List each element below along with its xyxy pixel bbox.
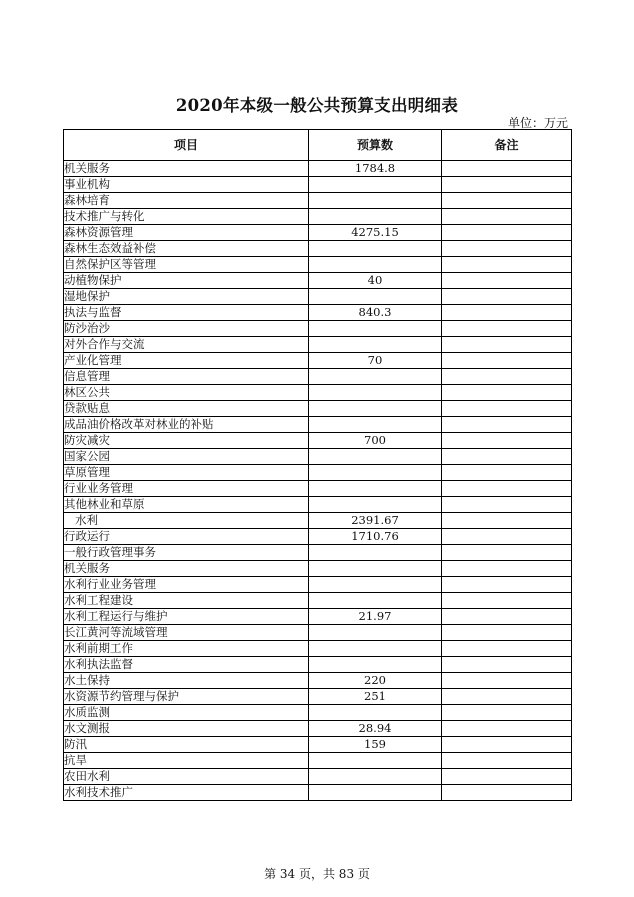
budget-value (309, 705, 442, 721)
budget-value (309, 401, 442, 417)
item-name: 水资源节约管理与保护 (64, 689, 309, 705)
budget-value (309, 561, 442, 577)
note-cell (442, 209, 572, 225)
note-cell (442, 497, 572, 513)
budget-value (309, 641, 442, 657)
item-name: 技术推广与转化 (64, 209, 309, 225)
table-row (64, 609, 572, 625)
table-row (64, 673, 572, 689)
budget-value (309, 593, 442, 609)
header-budget: 预算数 (309, 130, 442, 161)
budget-value: 28.94 (309, 721, 442, 737)
budget-value: 251 (309, 689, 442, 705)
note-cell (442, 337, 572, 353)
budget-value (309, 177, 442, 193)
note-cell (442, 577, 572, 593)
table-row (64, 481, 572, 497)
item-name: 水利行业业务管理 (64, 577, 309, 593)
item-name: 水质监测 (64, 705, 309, 721)
table-row (64, 353, 572, 369)
item-name: 抗旱 (64, 753, 309, 769)
item-name: 一般行政管理事务 (64, 545, 309, 561)
note-cell (442, 593, 572, 609)
budget-value (309, 481, 442, 497)
table-row (64, 785, 572, 801)
item-name: 防沙治沙 (64, 321, 309, 337)
table-row (64, 529, 572, 545)
note-cell (442, 769, 572, 785)
note-cell (442, 689, 572, 705)
table-row (64, 737, 572, 753)
note-cell (442, 433, 572, 449)
table-row (64, 593, 572, 609)
table-row (64, 369, 572, 385)
item-name: 森林培育 (64, 193, 309, 209)
note-cell (442, 753, 572, 769)
note-cell (442, 369, 572, 385)
table-row (64, 497, 572, 513)
table-row (64, 449, 572, 465)
table-row (64, 753, 572, 769)
item-name: 草原管理 (64, 465, 309, 481)
note-cell (442, 785, 572, 801)
budget-value (309, 257, 442, 273)
table-row (64, 465, 572, 481)
budget-value (309, 753, 442, 769)
item-name: 水利工程建设 (64, 593, 309, 609)
note-cell (442, 561, 572, 577)
budget-value: 4275.15 (309, 225, 442, 241)
item-name: 其他林业和草原 (64, 497, 309, 513)
item-name: 机关服务 (64, 561, 309, 577)
note-cell (442, 721, 572, 737)
item-name: 水利技术推广 (64, 785, 309, 801)
item-name: 林区公共 (64, 385, 309, 401)
note-cell (442, 657, 572, 673)
budget-value (309, 449, 442, 465)
note-cell (442, 609, 572, 625)
budget-value (309, 545, 442, 561)
note-cell (442, 161, 572, 177)
table-row (64, 625, 572, 641)
table-row (64, 209, 572, 225)
header-item: 项目 (64, 130, 309, 161)
note-cell (442, 257, 572, 273)
note-cell (442, 513, 572, 529)
item-name: 自然保护区等管理 (64, 257, 309, 273)
budget-value (309, 209, 442, 225)
note-cell (442, 353, 572, 369)
budget-value: 159 (309, 737, 442, 753)
table-row (64, 385, 572, 401)
page-footer: 第 34 页，共 83 页 (264, 867, 370, 881)
table-row (64, 433, 572, 449)
item-name: 产业化管理 (64, 353, 309, 369)
item-name: 行政运行 (64, 529, 309, 545)
budget-value: 21.97 (309, 609, 442, 625)
item-name: 对外合作与交流 (64, 337, 309, 353)
table-row (64, 705, 572, 721)
budget-value (309, 321, 442, 337)
item-name: 农田水利 (64, 769, 309, 785)
note-cell (442, 401, 572, 417)
budget-value: 40 (309, 273, 442, 289)
budget-value: 1710.76 (309, 529, 442, 545)
table-row (64, 161, 572, 177)
note-cell (442, 177, 572, 193)
table-row (64, 225, 572, 241)
table-row (64, 401, 572, 417)
table-row (64, 241, 572, 257)
item-name: 森林生态效益补偿 (64, 241, 309, 257)
item-name: 执法与监督 (64, 305, 309, 321)
note-cell (442, 545, 572, 561)
table-row (64, 273, 572, 289)
item-name: 动植物保护 (64, 273, 309, 289)
note-cell (442, 529, 572, 545)
table-header-row (64, 130, 572, 161)
table-row (64, 721, 572, 737)
note-cell (442, 305, 572, 321)
item-name: 防汛 (64, 737, 309, 753)
note-cell (442, 193, 572, 209)
item-name: 机关服务 (64, 161, 309, 177)
table-row (64, 561, 572, 577)
budget-value (309, 417, 442, 433)
item-name: 成品油价格改革对林业的补贴 (64, 417, 309, 433)
unit-label: 单位：万元 (507, 116, 568, 130)
page-title: 2020年本级一般公共预算支出明细表 (175, 96, 459, 115)
item-name: 长江黄河等流域管理 (64, 625, 309, 641)
note-cell (442, 385, 572, 401)
item-name: 防灾减灾 (64, 433, 309, 449)
table-row (64, 177, 572, 193)
budget-value (309, 785, 442, 801)
note-cell (442, 241, 572, 257)
table-row (64, 417, 572, 433)
budget-value: 220 (309, 673, 442, 689)
table-row (64, 769, 572, 785)
note-cell (442, 225, 572, 241)
note-cell (442, 673, 572, 689)
note-cell (442, 465, 572, 481)
item-name: 水利执法监督 (64, 657, 309, 673)
budget-value (309, 241, 442, 257)
budget-value: 1784.8 (309, 161, 442, 177)
table-row (64, 305, 572, 321)
budget-value (309, 289, 442, 305)
table-row (64, 289, 572, 305)
budget-value (309, 385, 442, 401)
budget-value (309, 577, 442, 593)
note-cell (442, 417, 572, 433)
item-name: 事业机构 (64, 177, 309, 193)
header-note: 备注 (442, 130, 572, 161)
table-row (64, 513, 572, 529)
note-cell (442, 273, 572, 289)
budget-value: 840.3 (309, 305, 442, 321)
note-cell (442, 289, 572, 305)
table-row (64, 545, 572, 561)
budget-value (309, 625, 442, 641)
item-name: 水土保持 (64, 673, 309, 689)
note-cell (442, 705, 572, 721)
note-cell (442, 625, 572, 641)
note-cell (442, 321, 572, 337)
budget-value (309, 769, 442, 785)
table-row (64, 321, 572, 337)
budget-value (309, 465, 442, 481)
budget-value (309, 657, 442, 673)
item-name: 行业业务管理 (64, 481, 309, 497)
item-name: 水文测报 (64, 721, 309, 737)
item-name: 水利工程运行与维护 (64, 609, 309, 625)
budget-value (309, 193, 442, 209)
item-name: 贷款贴息 (64, 401, 309, 417)
item-name: 森林资源管理 (64, 225, 309, 241)
table-row (64, 657, 572, 673)
budget-value: 700 (309, 433, 442, 449)
note-cell (442, 481, 572, 497)
table-row (64, 257, 572, 273)
table-row (64, 577, 572, 593)
budget-value (309, 337, 442, 353)
budget-value: 2391.67 (309, 513, 442, 529)
item-name: 水利前期工作 (64, 641, 309, 657)
table-row (64, 193, 572, 209)
table-row (64, 337, 572, 353)
budget-value: 70 (309, 353, 442, 369)
budget-value (309, 369, 442, 385)
item-name: 湿地保护 (64, 289, 309, 305)
budget-table (63, 129, 572, 801)
item-name: 水利 (64, 513, 309, 529)
table-row (64, 641, 572, 657)
note-cell (442, 737, 572, 753)
budget-value (309, 497, 442, 513)
note-cell (442, 641, 572, 657)
table-row (64, 689, 572, 705)
item-name: 国家公园 (64, 449, 309, 465)
note-cell (442, 449, 572, 465)
item-name: 信息管理 (64, 369, 309, 385)
